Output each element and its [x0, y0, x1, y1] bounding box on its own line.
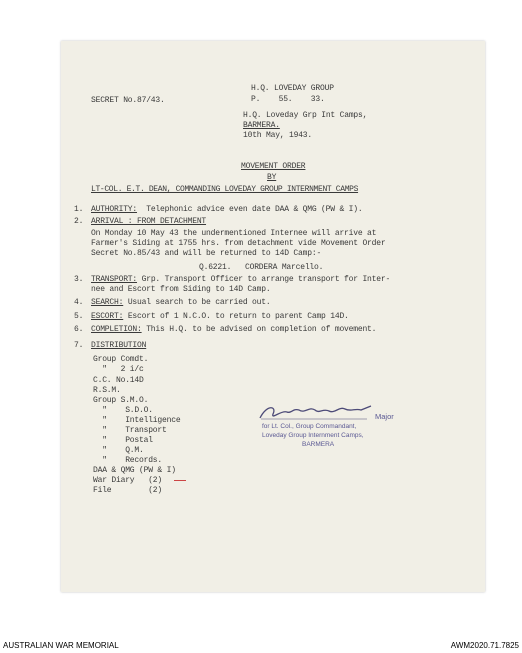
item-5-line — [91, 312, 349, 321]
red-pen-mark — [174, 480, 186, 481]
distribution-entry: " 2 i/c — [93, 365, 144, 374]
item-6-label: COMPLETION: — [91, 325, 142, 334]
signature-line-1: for Lt. Col., Group Commandant, — [262, 423, 357, 430]
distribution-entry: War Diary (2) — [93, 476, 163, 485]
hq-camps-line: H.Q. Loveday Grp Int Camps, — [243, 111, 368, 120]
distribution-entry: " Intelligence — [93, 416, 181, 425]
distribution-entry: " Records. — [93, 456, 163, 465]
item-3-text: Grp. Transport Officer to arrange transport for Inter- — [137, 275, 391, 284]
distribution-entry: " Q.M. — [93, 446, 144, 455]
phone-line: P. 55. 33. — [251, 95, 325, 104]
footer-institution: AUSTRALIAN WAR MEMORIAL — [3, 641, 119, 650]
signature-line-3: BARMERA — [302, 441, 335, 448]
internee-line: Q.6221. CORDERA Marcello. — [199, 263, 324, 272]
distribution-entry: R.S.M. — [93, 386, 121, 395]
item-1-label: AUTHORITY: — [91, 205, 138, 214]
order-commander: LT-COL. E.T. DEAN, COMMANDING LOVEDAY GROUP INTERNMENT CAMPS — [91, 185, 359, 194]
item-5-text: Escort of 1 N.C.O. to return to parent Camp 14D. — [123, 312, 349, 321]
item-7-label: DISTRIBUTION — [91, 341, 147, 350]
item-6-line — [91, 325, 376, 334]
item-number: 4. — [74, 298, 84, 307]
item-3-line-1 — [91, 275, 390, 284]
item-number: 2. — [74, 217, 84, 226]
order-title: MOVEMENT ORDER — [241, 162, 306, 171]
distribution-entry: " Transport — [93, 426, 167, 435]
item-4-label: SEARCH: — [91, 298, 124, 307]
signature-line-2: Loveday Group Internment Camps, — [262, 432, 364, 439]
item-6-text: This H.Q. to be advised on completion of movement. — [141, 325, 377, 334]
item-1-text: Telephonic advice even date DAA & QMG (PW & I). — [137, 205, 363, 214]
order-by: BY — [267, 173, 277, 182]
item-4-line — [91, 298, 270, 307]
item-2-label: ARRIVAL : FROM DETACHMENT — [91, 217, 207, 226]
signature-rank: Major — [375, 412, 394, 421]
item-5-label: ESCORT: — [91, 312, 124, 321]
footer-accession-number: AWM2020.71.7825 — [450, 641, 519, 650]
distribution-entry: File (2) — [93, 486, 163, 495]
item-3-line-2: nee and Escort from Siding to 14D Camp. — [91, 285, 271, 294]
item-number: 1. — [74, 205, 84, 214]
distribution-entry: " S.D.O. — [93, 406, 153, 415]
item-1-line — [91, 205, 362, 214]
distribution-entry: DAA & QMG (PW & I) — [93, 466, 176, 475]
secret-number: SECRET No.87/43. — [91, 96, 165, 105]
distribution-entry: " Postal — [93, 436, 153, 445]
item-number: 6. — [74, 325, 84, 334]
item-2-line-3: Secret No.85/43 and will be returned to 14D Camp:- — [91, 249, 322, 258]
distribution-entry: Group Comdt. — [93, 355, 149, 364]
item-2-line-2: Farmer's Siding at 1755 hrs. from detachment vide Movement Order — [91, 239, 386, 248]
distribution-entry: Group S.M.O. — [93, 396, 149, 405]
item-3-label: TRANSPORT: — [91, 275, 138, 284]
date-line: 10th May, 1943. — [243, 131, 313, 140]
item-number: 7. — [74, 341, 84, 350]
hq-group-line: H.Q. LOVEDAY GROUP — [251, 84, 334, 93]
item-number: 5. — [74, 312, 84, 321]
item-number: 3. — [74, 275, 84, 284]
item-2-line-1: On Monday 10 May 43 the undermentioned Internee will arrive at — [91, 229, 377, 238]
item-4-text: Usual search to be carried out. — [123, 298, 271, 307]
place-line: BARMERA. — [243, 121, 280, 130]
distribution-entry: C.C. No.14D — [93, 376, 144, 385]
